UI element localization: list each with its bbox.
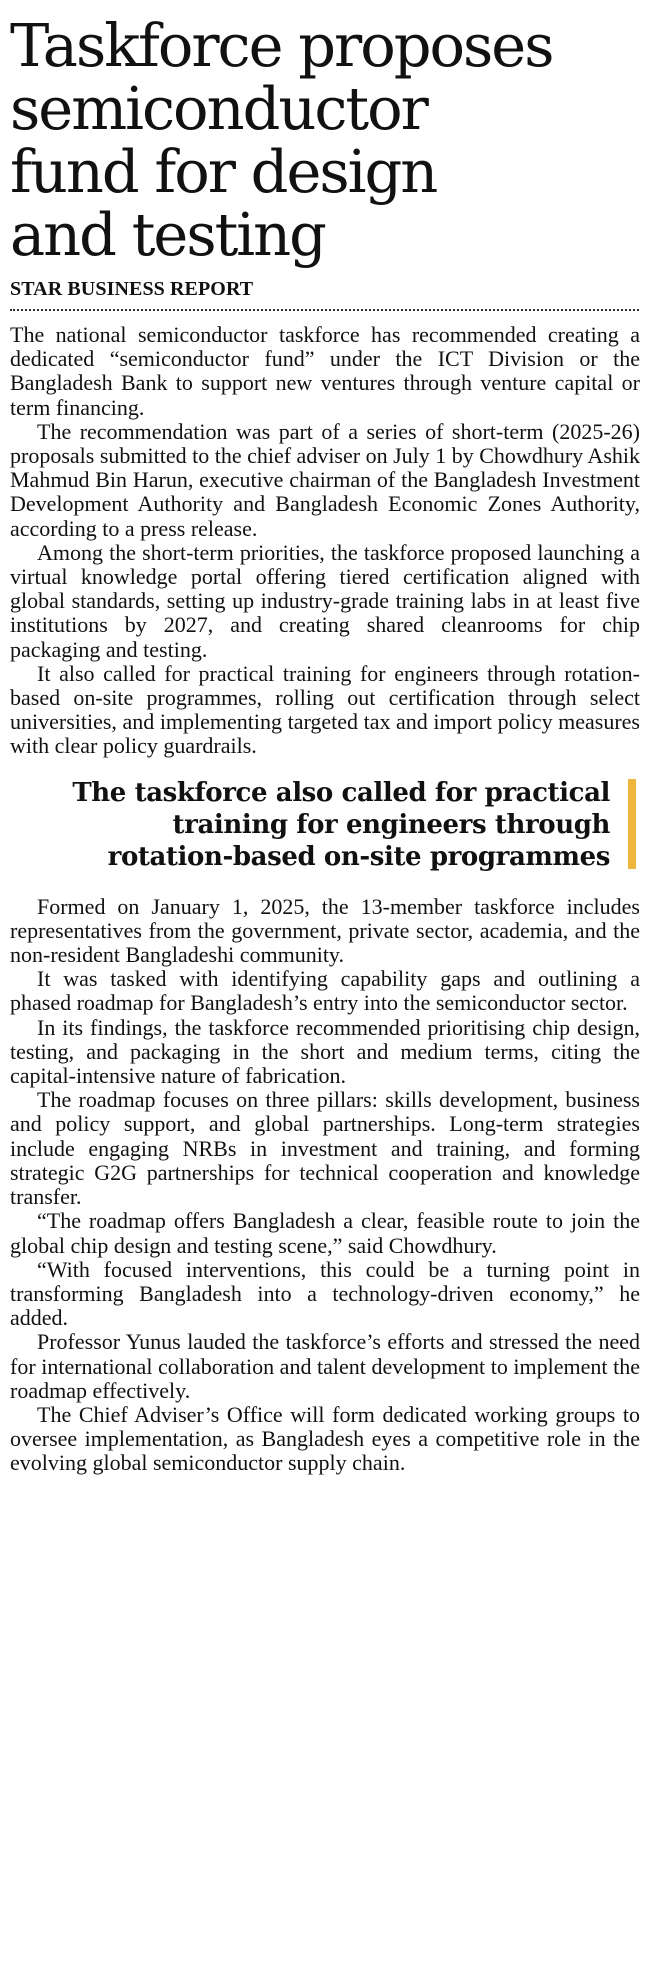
body-paragraph: It was tasked with identifying capability gaps and outlining a phased roadmap for Bangladesh’s entry into the semiconductor sector.: [10, 966, 640, 1016]
body-paragraph: “The roadmap offers Bangladesh a clear, feasible route to join the global chip design and testing scene,” said Chowdhury.: [10, 1208, 640, 1258]
body-paragraph: The recommendation was part of a series of short-term (2025-26) proposals submitted to the chief adviser on July 1 by Chowdhury Ashik Mahmud Bin Harun, executive chairman of the Bangladesh Investment Development Authority and Bangladesh Economic Zones Authority, according to a press release.: [10, 418, 640, 541]
pull-quote-line: rotation-based on-site programmes: [107, 841, 610, 872]
body-paragraph: Professor Yunus lauded the taskforce’s efforts and stressed the need for international collaboration and talent development to implement the roadmap effectively.: [10, 1329, 640, 1403]
pull-quote-line: training for engineers through: [172, 809, 610, 840]
body-paragraph: The Chief Adviser’s Office will form dedicated working groups to oversee implementation, as Bangladesh eyes a competitive role in the evolving global semiconductor supply chain.: [10, 1401, 640, 1476]
article-body-bottom: [10, 895, 640, 1476]
headline-line: semiconductor: [10, 74, 427, 143]
headline-line: Taskforce proposes: [10, 11, 553, 80]
body-paragraph: “With focused interventions, this could be a turning point in transforming Bangladesh into a technology-driven economy,” he added.: [10, 1256, 640, 1331]
news-article: [10, 11, 640, 1476]
body-paragraph: In its findings, the taskforce recommended prioritising chip design, testing, and packaging in the short and medium terms, citing the capital-intensive nature of fabrication.: [10, 1014, 640, 1089]
body-paragraph: Among the short-term priorities, the taskforce proposed launching a virtual knowledge portal offering tiered certification aligned with global standards, setting up industry-grade training labs in at least five institutions by 2027, and creating shared cleanrooms for chip packaging and testing.: [10, 539, 640, 662]
article-body-top: [10, 323, 640, 759]
pull-quote-text: [10, 777, 610, 873]
pull-quote-accent-bar: [628, 779, 636, 869]
body-paragraph: The national semiconductor taskforce has recommended creating a dedicated “semiconductor fund” under the ICT Division or the Bangladesh Bank to support new ventures through venture capital or term financing.: [10, 322, 640, 420]
byline: STAR BUSINESS REPORT: [10, 278, 254, 300]
pull-quote: [10, 777, 640, 873]
body-paragraph: It also called for practical training for engineers through rotation-based on-site programmes, rolling out certification through select universities, and implementing targeted tax and import policy measures with clear policy guardrails.: [10, 660, 640, 759]
headline-line: and testing: [10, 200, 325, 269]
body-paragraph: Formed on January 1, 2025, the 13-member taskforce includes representatives from the government, private sector, academia, and the non-resident Bangladeshi community.: [10, 893, 640, 968]
headline: [10, 11, 640, 269]
body-paragraph: The roadmap focuses on three pillars: skills development, business and policy support, and global partnerships. Long-term strategies include engaging NRBs in investment and training, and forming strategic G2G partnerships for technical cooperation and knowledge transfer.: [10, 1087, 640, 1210]
headline-line: fund for design: [10, 137, 437, 206]
dotted-divider: [10, 309, 639, 311]
pull-quote-line: The taskforce also called for practical: [72, 777, 610, 808]
